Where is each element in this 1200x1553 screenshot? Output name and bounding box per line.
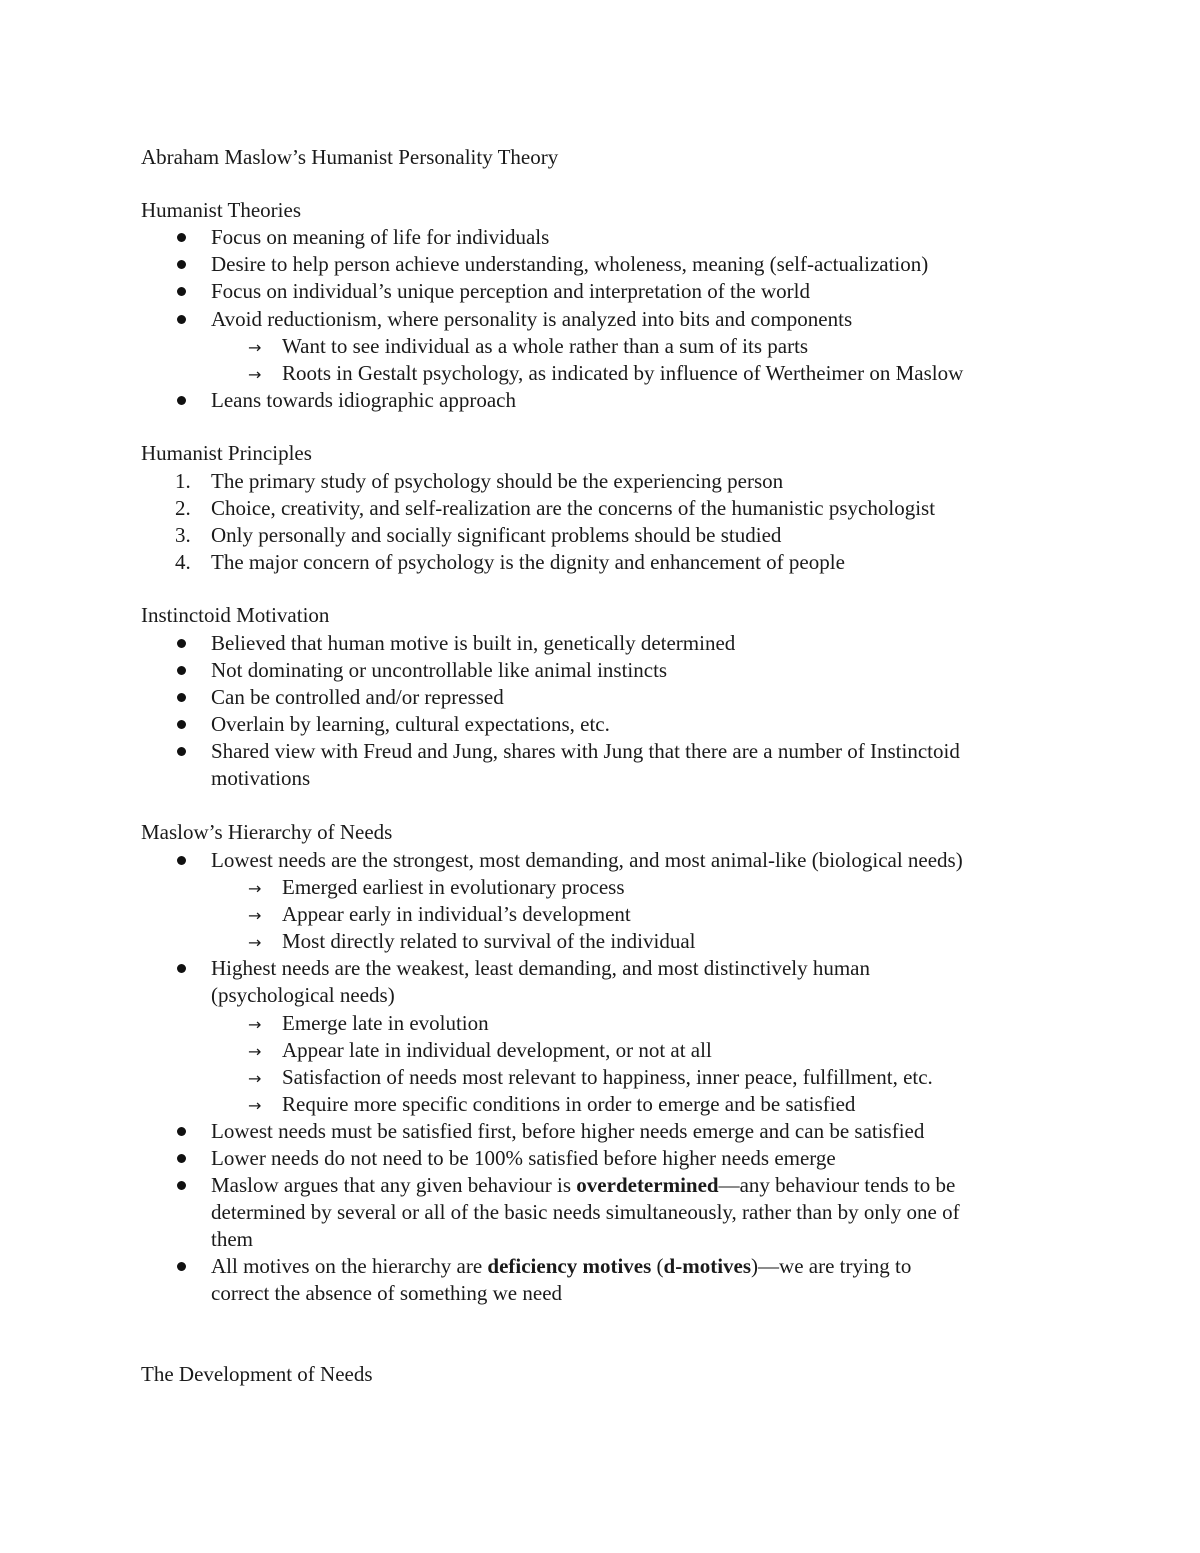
list-item-continuation: them [211,1227,253,1251]
sub-list-item: Want to see individual as a whole rather than a sum of its parts [282,334,809,358]
list-number: 1. [175,469,191,493]
list-item: Highest needs are the weakest, least demanding, and most distinctively human [211,956,870,980]
sub-list-item: Require more specific conditions in order to emerge and be satisfied [282,1092,856,1116]
list-item-continuation: motivations [211,766,311,790]
list-item: Lowest needs are the strongest, most demanding, and most animal-like (biological needs) [211,848,963,872]
list-item-continuation: correct the absence of something we need [211,1281,563,1305]
bullet-icon [177,747,186,756]
bullet-icon [177,1154,186,1163]
sub-list-item: Most directly related to survival of the individual [282,929,696,953]
sub-list-item: Appear early in individual’s development [282,902,631,926]
bold-term-d-motives: d-motives [663,1254,752,1278]
list-item: Overlain by learning, cultural expectations, etc. [211,712,610,736]
arrow-icon: → [248,1042,262,1061]
bullet-icon [177,666,186,675]
list-item: Focus on meaning of life for individuals [211,225,550,249]
bullet-icon [177,315,186,324]
text-run: ( [651,1254,664,1278]
bullet-icon [177,1262,186,1271]
section-heading-hierarchy-of-needs: Maslow’s Hierarchy of Needs [141,820,393,844]
arrow-icon: → [248,933,262,952]
bullet-icon [177,396,186,405]
sub-list-item: Emerge late in evolution [282,1011,489,1035]
bullet-icon [177,720,186,729]
bullet-icon [177,964,186,973]
list-item-continuation: (psychological needs) [211,983,395,1007]
list-item: Lower needs do not need to be 100% satisfied before higher needs emerge [211,1146,836,1170]
arrow-icon: → [248,365,262,384]
arrow-icon: → [248,1096,262,1115]
numbered-item: The major concern of psychology is the dignity and enhancement of people [211,550,845,574]
bold-term-deficiency-motives: deficiency motives [487,1254,652,1278]
text-run: Maslow argues that any given behaviour is [211,1173,577,1197]
bullet-icon [177,693,186,702]
bullet-icon [177,233,186,242]
arrow-icon: → [248,1069,262,1088]
text-run: —any behaviour tends to be [718,1173,956,1197]
list-item-overdetermined [211,1172,955,1199]
numbered-item: Only personally and socially significant problems should be studied [211,523,782,547]
arrow-icon: → [248,906,262,925]
list-item: Leans towards idiographic approach [211,388,516,412]
bullet-icon [177,287,186,296]
arrow-icon: → [248,1015,262,1034]
list-item: Can be controlled and/or repressed [211,685,504,709]
list-item: Believed that human motive is built in, genetically determined [211,631,736,655]
text-run: All motives on the hierarchy are [211,1254,488,1278]
list-item-deficiency-motives [211,1253,911,1280]
section-heading-instinctoid-motivation: Instinctoid Motivation [141,603,330,627]
list-item: Shared view with Freud and Jung, shares with Jung that there are a number of Instinctoid [211,739,960,763]
list-item: Not dominating or uncontrollable like animal instincts [211,658,668,682]
list-number: 3. [175,523,191,547]
sub-list-item: Appear late in individual development, or not at all [282,1038,712,1062]
list-item-continuation: determined by several or all of the basic needs simultaneously, rather than by only one of [211,1200,960,1224]
bullet-icon [177,1181,186,1190]
sub-list-item: Roots in Gestalt psychology, as indicated by influence of Wertheimer on Maslow [282,361,964,385]
section-heading-humanist-principles: Humanist Principles [141,441,312,465]
sub-list-item: Satisfaction of needs most relevant to happiness, inner peace, fulfillment, etc. [282,1065,933,1089]
list-item: Lowest needs must be satisfied first, before higher needs emerge and can be satisfied [211,1119,925,1143]
arrow-icon: → [248,338,262,357]
numbered-item: The primary study of psychology should be the experiencing person [211,469,784,493]
list-item: Desire to help person achieve understanding, wholeness, meaning (self-actualization) [211,252,929,276]
list-number: 4. [175,550,191,574]
bullet-icon [177,856,186,865]
section-heading-humanist-theories: Humanist Theories [141,198,302,222]
bold-term-overdetermined: overdetermined [576,1173,719,1197]
sub-list-item: Emerged earliest in evolutionary process [282,875,625,899]
list-item: Focus on individual’s unique perception and interpretation of the world [211,279,810,303]
text-run: )—we are trying to [751,1254,912,1278]
numbered-item: Choice, creativity, and self-realization are the concerns of the humanistic psychologist [211,496,936,520]
bullet-icon [177,639,186,648]
bullet-icon [177,260,186,269]
arrow-icon: → [248,879,262,898]
list-item: Avoid reductionism, where personality is analyzed into bits and components [211,307,853,331]
list-number: 2. [175,496,191,520]
bullet-icon [177,1127,186,1136]
section-heading-development-of-needs: The Development of Needs [141,1362,373,1386]
document-title: Abraham Maslow’s Humanist Personality Theory [141,145,559,169]
